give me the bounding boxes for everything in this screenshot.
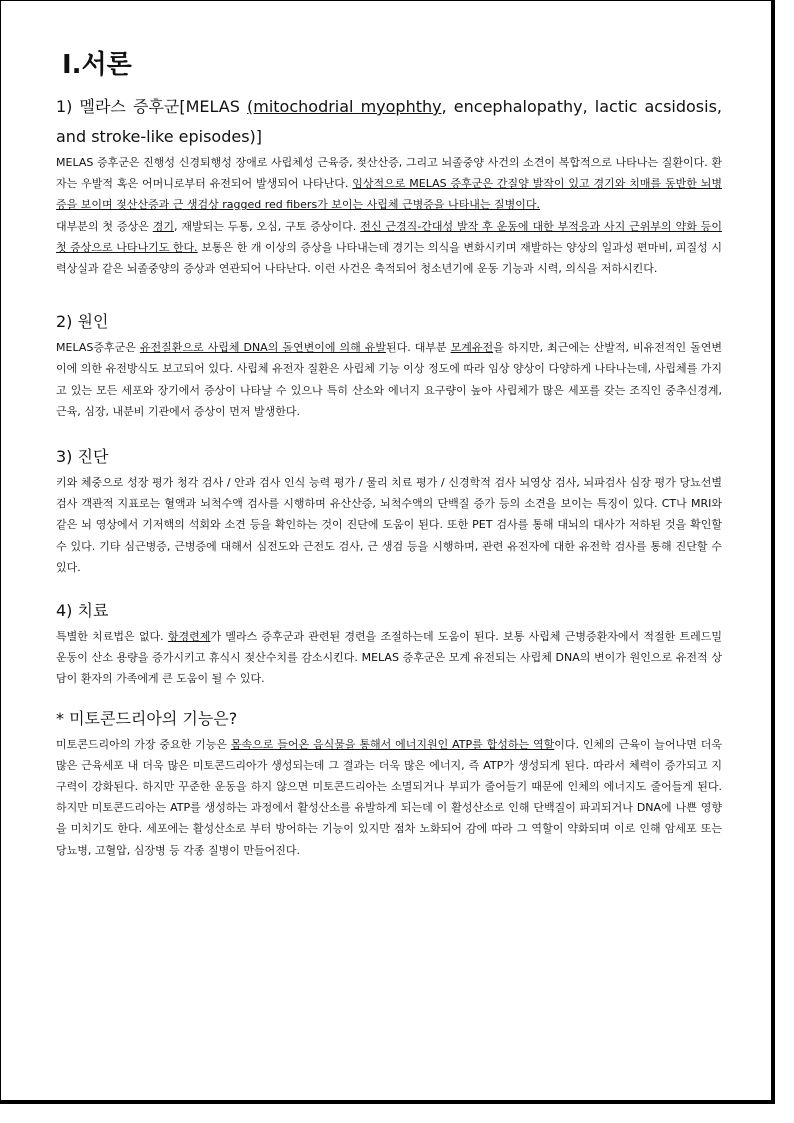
section-diagnosis <box>56 442 722 578</box>
paragraph: 대부분의 첫 증상은 경기, 재발되는 두통, 오심, 구토 증상이다. 전신 근경직-간대성 발작 후 운동에 대한 부적응과 사지 근위부의 약화 등이 첫 증상으로 나타나기도 한다. 보통은 한 개 이상의 증상을 나타내는데 경기는 의식을 변화시키며 재발하는 양상의 일과성 편마비, 피질성 시력상실과 같은 뇌졸중양의 증상과 연관되어 나타난다. 이런 사건은 축적되어 청소년기에 운동 기능과 시력, 의식을 저하시킨다. <box>56 219 722 276</box>
paragraph: 특별한 치료법은 없다. 항경련제가 멜라스 증후군과 관련된 경련을 조절하는데 도움이 된다. 보통 사립체 근병증환자에서 적절한 트레드밀 운동이 산소 용량을 증가시키고 휴식시 젖산수치를 감소시킨다. MELAS 증후군은 모계 유전되는 사립체 DNA의 변이가 원인으로 유전적 상담이 환자의 가족에게 큰 도움이 될 수 있다. <box>56 630 722 686</box>
paragraph: MELAS 증후군은 진행성 신경퇴행성 장애로 사립체성 근육증, 젖산산증, 그리고 뇌졸중양 사건의 소견이 복합적으로 나타나는 질환이다. 환자는 우발적 혹은 어머니로부터 유전되어 발생되어 나타난다. 임상적으로 MELAS 증후군은 간질양 발작이 있고 경기와 치매를 동반한 뇌병증을 보이며 젖산산증과 근 생검상 ragged red fibers가 보이는 사립체 근병증을 나타내는 질병이다. <box>56 156 723 212</box>
document-body <box>56 48 722 861</box>
section-heading: 3) 진단 <box>56 447 109 467</box>
section-heading: * 미토콘드리아의 기능은? <box>56 708 238 728</box>
spacer <box>56 578 722 596</box>
section-cause <box>56 307 722 422</box>
paragraph: 키와 체중으로 성장 평가 청각 검사 / 안과 검사 인식 능력 평가 / 물리 치료 평가 / 신경학적 검사 뇌영상 검사, 뇌파검사 심장 평가 당뇨선별검사 객관적 지표로는 혈액과 뇌척수액 검사를 시행하며 유산산증, 뇌척수액의 단백질 증가 등의 소견을 보이는 특징이 있다. CT나 MRI와 같은 뇌 영상에서 기저핵의 석회와 소견 등을 확인하는 것이 진단에 도움이 된다. 또한 PET 검사를 통해 대뇌의 대사가 저하된 것을 확인할 수 있다. 기타 심근병증, 근병증에 대해서 심전도와 근전도 검사, 근 생검 등을 시행하며, 관련 유전자에 대한 유전학 검사를 통해 진단할 수 있다. <box>56 476 722 574</box>
section-treatment <box>56 596 722 690</box>
section-heading: 2) 원인 <box>56 312 109 332</box>
spacer <box>56 279 722 307</box>
section-melas <box>56 92 722 279</box>
section-heading: 4) 치료 <box>56 601 109 621</box>
spacer <box>56 422 722 442</box>
paragraph: MELAS증후군은 유전질환으로 사립체 DNA의 돌연변이에 의해 유발된다. 대부분 모계유전을 하지만, 최근에는 산발적, 비유전적인 돌연변이에 의한 유전방식도 보고되어 있다. 사립체 유전자 질환은 사립체 기능 이상 정도에 따라 임상 양상이 다양하게 나타나는데, 사립체를 가지고 있는 모든 세포와 장기에서 증상이 나타날 수 있으나 특히 산소와 에너지 요구량이 높아 사립체가 많은 세포를 갖는 조직인 중추신경계, 근육, 심장, 내분비 기관에서 증상이 먼저 발생한다. <box>56 341 722 418</box>
paragraph: 미토콘드리아의 가장 중요한 기능은 몸속으로 들어온 음식물을 통해서 에너지원인 ATP를 합성하는 역할이다. 인체의 근육이 늘어나면 더욱 많은 근육세포 내 더욱 많은 미토콘드리아가 생성되는데 그 결과는 더욱 많은 에너지, 즉 ATP가 생성되게 된다. 따라서 체력이 증가되고 지구력이 강화된다. 하지만 꾸준한 운동을 하지 않으면 미토콘드리아는 소멸되거나 부피가 줄어들기 때문에 인체의 에너지도 줄어들게 된다. 하지만 미토콘드리아는 ATP를 생성하는 과정에서 활성산소를 유발하게 되는데 이 활성산소로 인해 단백질이 파괴되거나 DNA에 나쁜 영향을 미치기도 한다. 세포에는 활성산소로 부터 방어하는 기능이 있지만 점차 노화되어 감에 따라 그 역할이 약화되며 이로 인해 암세포 또는 당뇨병, 고혈압, 심장병 등 각종 질병이 만들어진다. <box>56 737 722 857</box>
spacer <box>56 690 722 704</box>
section-heading: 1) 멜라스 증후군[MELAS (mitochodrial myophthy, encephalopathy, lactic acsidosis, and stroke-like episodes)] <box>56 97 722 146</box>
section-mitochondria <box>56 704 722 861</box>
page-title: Ⅰ.서론 <box>62 50 132 80</box>
